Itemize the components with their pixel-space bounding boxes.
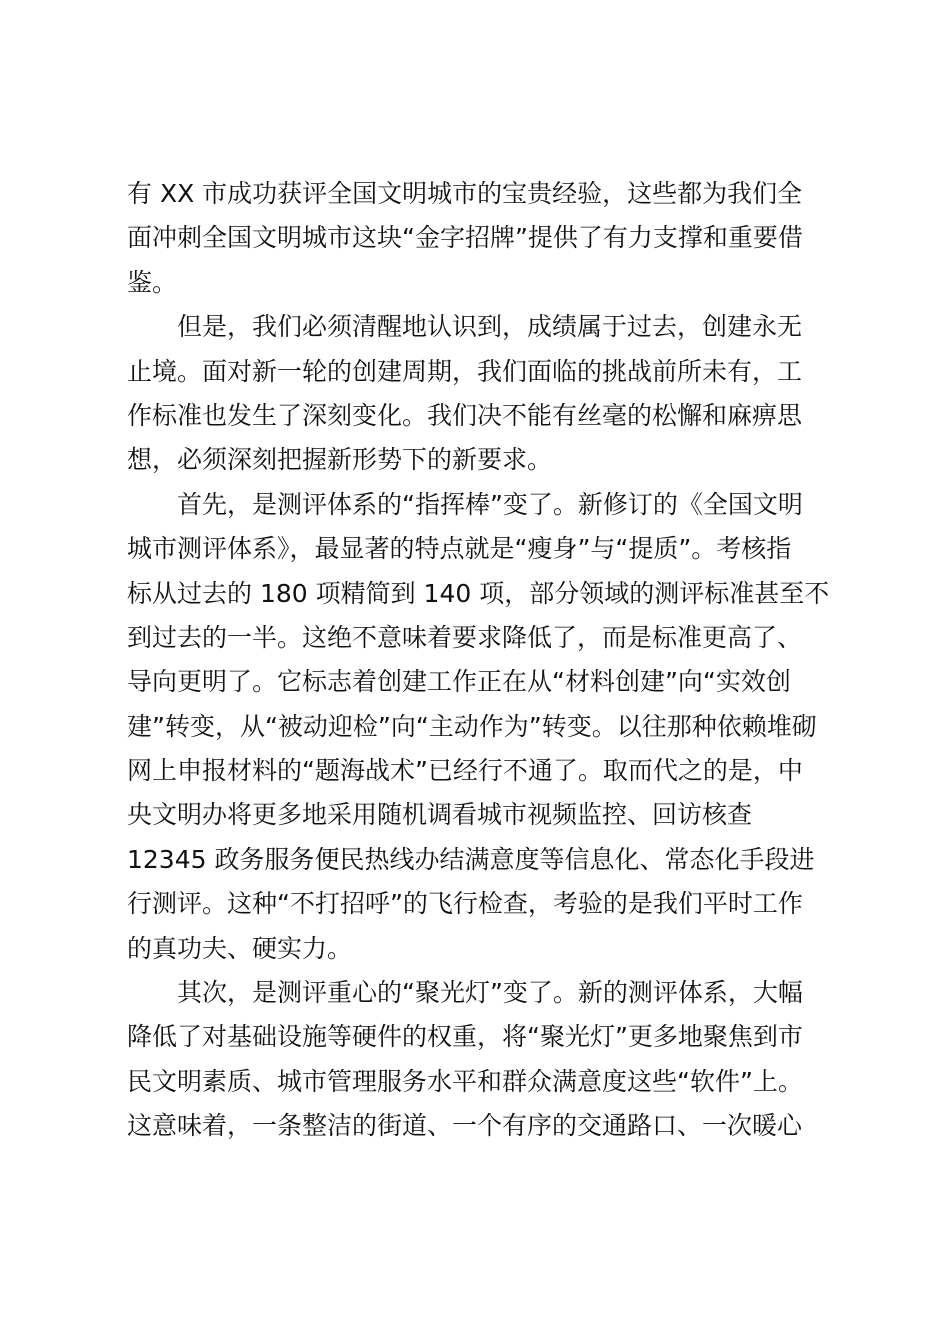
body-text [127, 172, 830, 1149]
paragraph-1 [127, 172, 827, 305]
text-line: 止境。面对新一轮的创建周期，我们面临的挑战前所未有，工 [127, 356, 803, 386]
text-line: 12345 政务服务便民热线办结满意度等信息化、常态化手段进 [127, 844, 815, 874]
text-line: 鉴。 [127, 267, 178, 297]
text-line: 面冲刺全国文明城市这块“金字招牌”提供了有力支撑和重要借 [127, 223, 803, 253]
text-line: 这意味着，一条整洁的街道、一个有序的交通路口、一次暖心 [127, 1111, 803, 1141]
text-line: 的真功夫、硬实力。 [127, 933, 353, 963]
text-line: 央文明办将更多地采用随机调看城市视频监控、回访核查 [127, 800, 753, 830]
text-line: 首先，是测评体系的“指挥棒”变了。新修订的《全国文明 [177, 489, 803, 519]
text-line: 民文明素质、城市管理服务水平和群众满意度这些“软件”上。 [127, 1066, 803, 1096]
text-line: 但是，我们必须清醒地认识到，成绩属于过去，创建永无 [177, 312, 803, 342]
text-line: 行测评。这种“不打招呼”的飞行检查，考验的是我们平时工作 [127, 889, 803, 919]
text-line: 到过去的一半。这绝不意味着要求降低了，而是标准更高了、 [127, 622, 803, 652]
text-line: 想，必须深刻把握新形势下的新要求。 [127, 445, 553, 475]
text-line: 建”转变，从“被动迎检”向“主动作为”转变。以往那种依赖堆砌 [127, 711, 817, 741]
text-line: 有 XX 市成功获评全国文明城市的宝贵经验，这些都为我们全 [127, 179, 803, 208]
text-line: 其次，是测评重心的“聚光灯”变了。新的测评体系，大幅 [177, 978, 803, 1008]
paragraph-4 [127, 971, 827, 1149]
text-line: 网上申报材料的“题海战术”已经行不通了。取而代之的是，中 [127, 756, 803, 786]
text-line: 降低了对基础设施等硬件的权重，将“聚光灯”更多地聚焦到市 [127, 1022, 803, 1052]
paragraph-2 [127, 305, 827, 483]
text-line: 作标准也发生了深刻变化。我们决不能有丝毫的松懈和麻痹思 [127, 400, 803, 430]
paragraph-3 [127, 483, 830, 971]
text-line: 导向更明了。它标志着创建工作正在从“材料创建”向“实效创 [127, 667, 791, 697]
text-line: 城市测评体系》，最显著的特点就是“瘦身”与“提质”。考核指 [127, 534, 792, 564]
text-line: 标从过去的 180 项精简到 140 项，部分领域的测评标准甚至不 [127, 578, 830, 608]
